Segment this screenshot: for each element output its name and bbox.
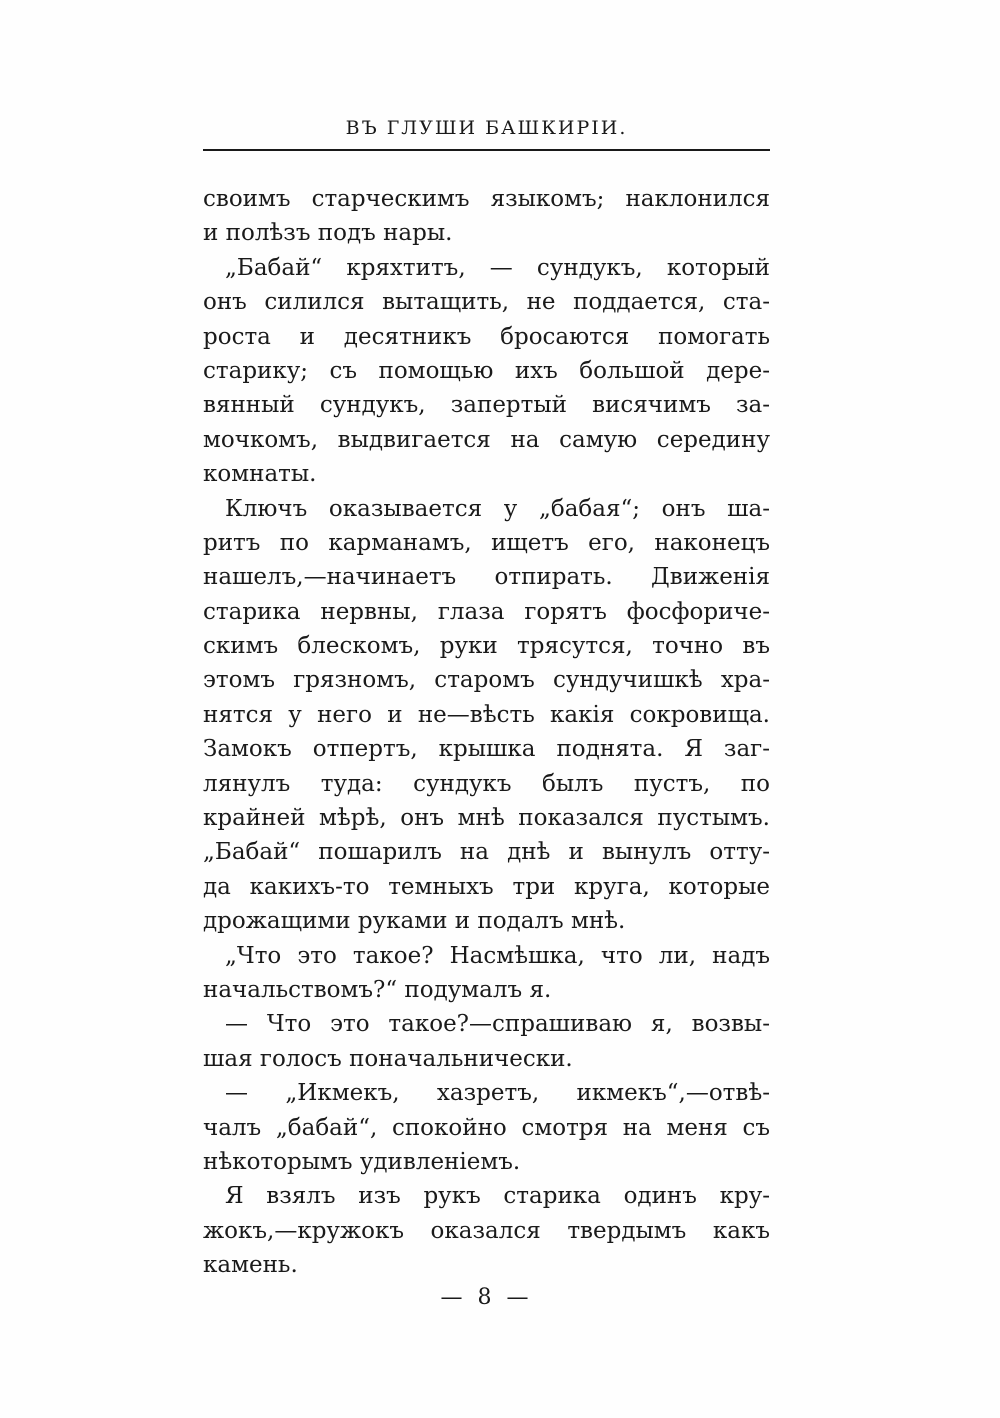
text-line: жокъ,—кружокъ оказался твердымъ какъ <box>203 1217 770 1244</box>
paragraph <box>203 492 770 939</box>
body-text <box>203 182 770 1283</box>
text-line: „Бабай“ пошарилъ на днѣ и вынулъ отту- <box>203 839 770 866</box>
paragraph <box>203 251 770 492</box>
text-line: — Что это такое?—спрашиваю я, возвы- <box>225 1011 770 1038</box>
paragraph <box>203 1076 770 1179</box>
text-line: чалъ „бабай“, спокойно смотря на меня съ <box>203 1114 770 1141</box>
text-line: нѣкоторымъ удивленіемъ. <box>203 1148 521 1175</box>
text-line: комнаты. <box>203 461 317 488</box>
text-line: „Что это такое? Насмѣшка, что ли, надъ <box>225 942 770 969</box>
text-line: Я взялъ изъ рукъ старика одинъ кру- <box>225 1183 770 1210</box>
paragraph <box>203 1179 770 1282</box>
text-line: и полѣзъ подъ нары. <box>203 220 453 247</box>
text-line: нятся у него и не—вѣсть какія сокровища. <box>203 701 770 728</box>
text-line: мочкомъ, выдвигается на самую середину <box>203 426 770 453</box>
text-line: нашелъ,—начинаетъ отпирать. Движенія <box>203 564 770 591</box>
text-line: старику; съ помощью ихъ большой дере- <box>203 357 770 384</box>
text-line: „Бабай“ кряхтитъ, — сундукъ, который <box>225 254 770 281</box>
text-line: камень. <box>203 1252 298 1279</box>
text-line: шая голосъ поначальнически. <box>203 1045 573 1072</box>
text-line: вянный сундукъ, запертый висячимъ за- <box>203 392 770 419</box>
text-line: ритъ по карманамъ, ищетъ его, наконецъ <box>203 529 770 556</box>
text-line: крайней мѣрѣ, онъ мнѣ показался пустымъ. <box>203 805 770 832</box>
text-line: Ключъ оказывается у „бабая“; онъ ша- <box>225 495 770 522</box>
text-line: начальствомъ?“ подумалъ я. <box>203 976 552 1003</box>
paragraph <box>203 939 770 1008</box>
text-line: Замокъ отпертъ, крышка поднята. Я заг- <box>203 736 770 763</box>
text-line: лянулъ туда: сундукъ былъ пустъ, по <box>203 770 770 797</box>
text-line: онъ силился вытащить, не поддается, ста- <box>203 289 770 316</box>
text-line: старика нервны, глаза горятъ фосфориче- <box>203 598 770 625</box>
text-line: дрожащими руками и подалъ мнѣ. <box>203 908 626 935</box>
text-line: — „Икмекъ, хазретъ, икмекъ“,—отвѣ- <box>225 1080 770 1107</box>
text-line: роста и десятникъ бросаются помогать <box>203 323 770 350</box>
text-line: скимъ блескомъ, руки трясутся, точно въ <box>203 633 770 660</box>
text-line: своимъ старческимъ языкомъ; наклонился <box>203 186 770 212</box>
text-line: этомъ грязномъ, старомъ сундучишкѣ хра- <box>203 667 770 694</box>
header-rule <box>203 149 770 151</box>
paragraph <box>203 1007 770 1076</box>
text-line: да какихъ-то темныхъ три круга, которые <box>203 873 770 900</box>
running-head: ВЪ ГЛУШИ БАШКИРІИ. <box>345 117 628 139</box>
page-number: — 8 — <box>440 1285 533 1310</box>
paragraph <box>203 182 770 251</box>
